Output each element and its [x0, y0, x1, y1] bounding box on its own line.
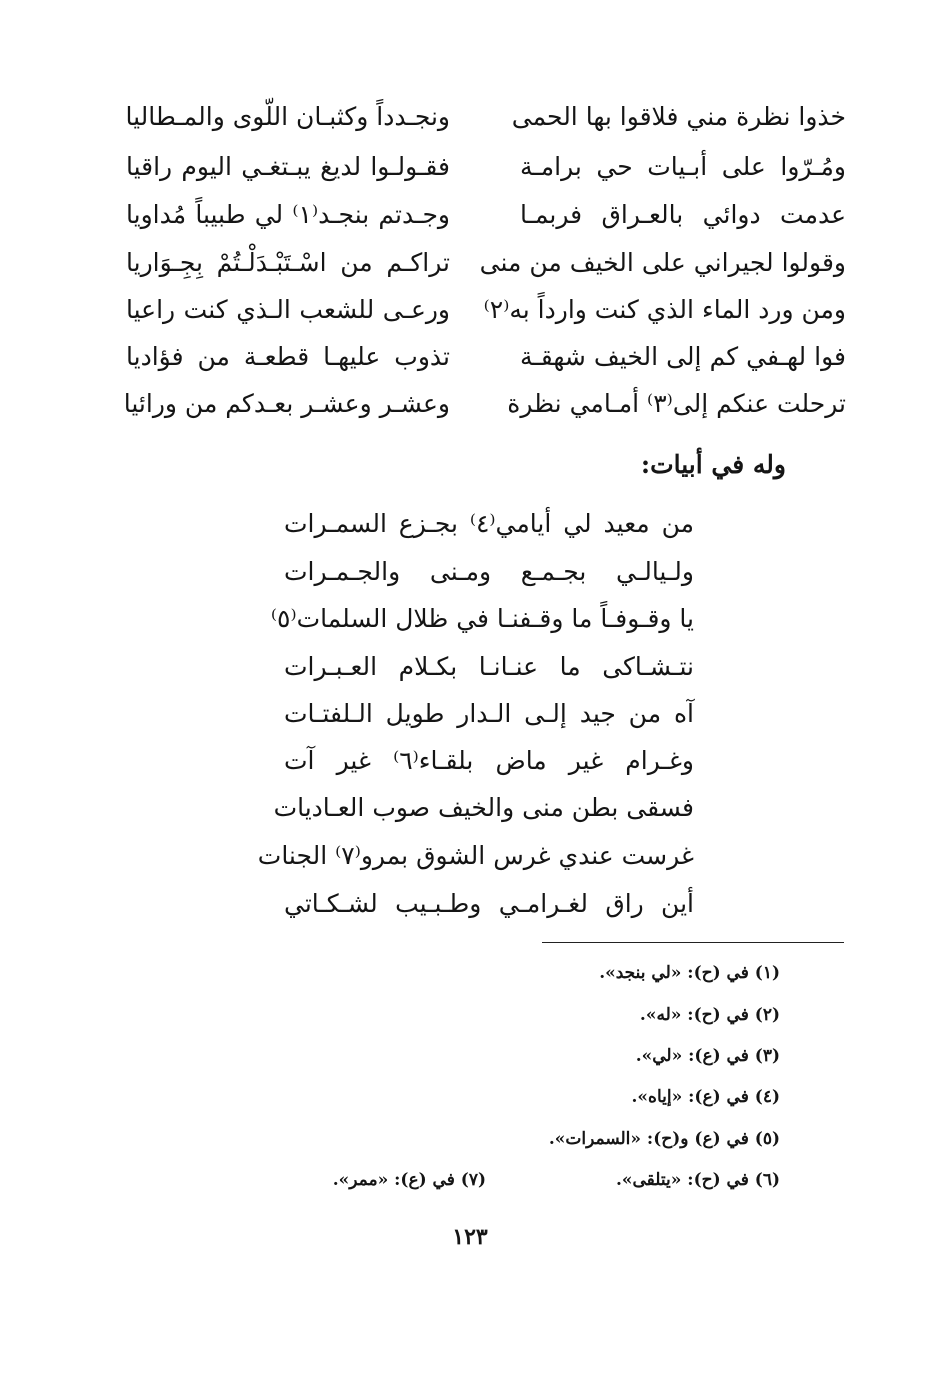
- couplet-5-second: ورعـى للشعب الـذي كنت راعيا: [126, 295, 450, 324]
- couplet-1-first: خذوا نظرة مني فلاقوا بها الحمى: [511, 102, 846, 131]
- footnote-7: (٧) في (ع): «ممر».: [332, 1170, 486, 1190]
- poem-line-4: نتـشـاكى ما عنـانـا بكـلام العـبـرات: [284, 652, 694, 681]
- couplet-3-second: وجـدتم بنجـد⁽١⁾ لي طبيباً مُداويا: [126, 200, 450, 229]
- couplet-3-first: عدمت دوائي بالعـراق فربمـا: [520, 200, 846, 229]
- poem-line-3: يا وقـوفـاً ما وقـفنـا في ظلال السلمات⁽٥⁾: [270, 604, 694, 633]
- couplet-6-first: فوا لهـفي كم إلى الخيف شهقـة: [520, 342, 846, 371]
- poem-line-9: أين راق لغـرامـي وطـبـيب لشـكـاتي: [284, 889, 694, 918]
- poem-line-2: ولـيالـي بجـمـع ومـنى والجـمـرات: [284, 557, 694, 586]
- footnote-6: (٦) في (ح): «يتلقى».: [615, 1170, 780, 1190]
- couplet-4-first: وقولوا لجيراني على الخيف من منى: [479, 248, 846, 277]
- couplet-2-second: فقـولـوا لديغ يبـتغـي اليوم راقيا: [126, 152, 450, 181]
- poem-line-1: من معيد لي أيامي⁽٤⁾ بجـزع السمـرات: [284, 509, 694, 538]
- footnote-3: (٣) في (ع): «لي».: [635, 1046, 780, 1066]
- poem-line-5: آه من جيد إلـى الـدار طويل الـلفتـات: [284, 699, 694, 728]
- couplet-7-first: ترحلت عنكم إلى⁽٣⁾ أمـامي نظرة: [507, 389, 846, 418]
- couplet-7-second: وعشـر وعشـر بعـدكم من ورائيا: [123, 389, 450, 418]
- poem-line-7: فسقى بطن منى والخيف صوب العـاديات: [273, 793, 694, 822]
- couplet-6-second: تذوب عليهـا قطعـة من فؤاديا: [126, 342, 450, 371]
- footnote-1: (١) في (ح): «لي بنجد».: [599, 963, 780, 983]
- footnote-5: (٥) في (ع) و(ح): «السمرات».: [548, 1129, 780, 1149]
- couplet-4-second: تراكـم من اسْـتَبْـدَلْـتُمْ بِجِـوَاريا: [126, 248, 450, 277]
- poem-line-8: غرست عندي غرس الشوق بمرو⁽٧⁾ الجنات: [257, 841, 694, 870]
- poem-line-6: وغـرام غير ماض بلقـاء⁽٦⁾ غير آت: [284, 746, 694, 775]
- footnote-4: (٤) في (ع): «إياه».: [631, 1087, 780, 1107]
- couplet-5-first: ومن ورد الماء الذي كنت وارداً به⁽٢⁾: [483, 295, 846, 324]
- footnote-2: (٢) في (ح): «له».: [639, 1005, 780, 1025]
- section-heading: وله في أبيات:: [640, 450, 786, 479]
- couplet-1-second: ونجـدداً وكثبـان اللّوى والمـطاليا: [125, 102, 450, 131]
- page-number: ١٢٣: [452, 1224, 488, 1250]
- couplet-2-first: ومُـرّوا على أبـيات حي برامـة: [520, 152, 846, 181]
- footnote-divider: [542, 942, 844, 943]
